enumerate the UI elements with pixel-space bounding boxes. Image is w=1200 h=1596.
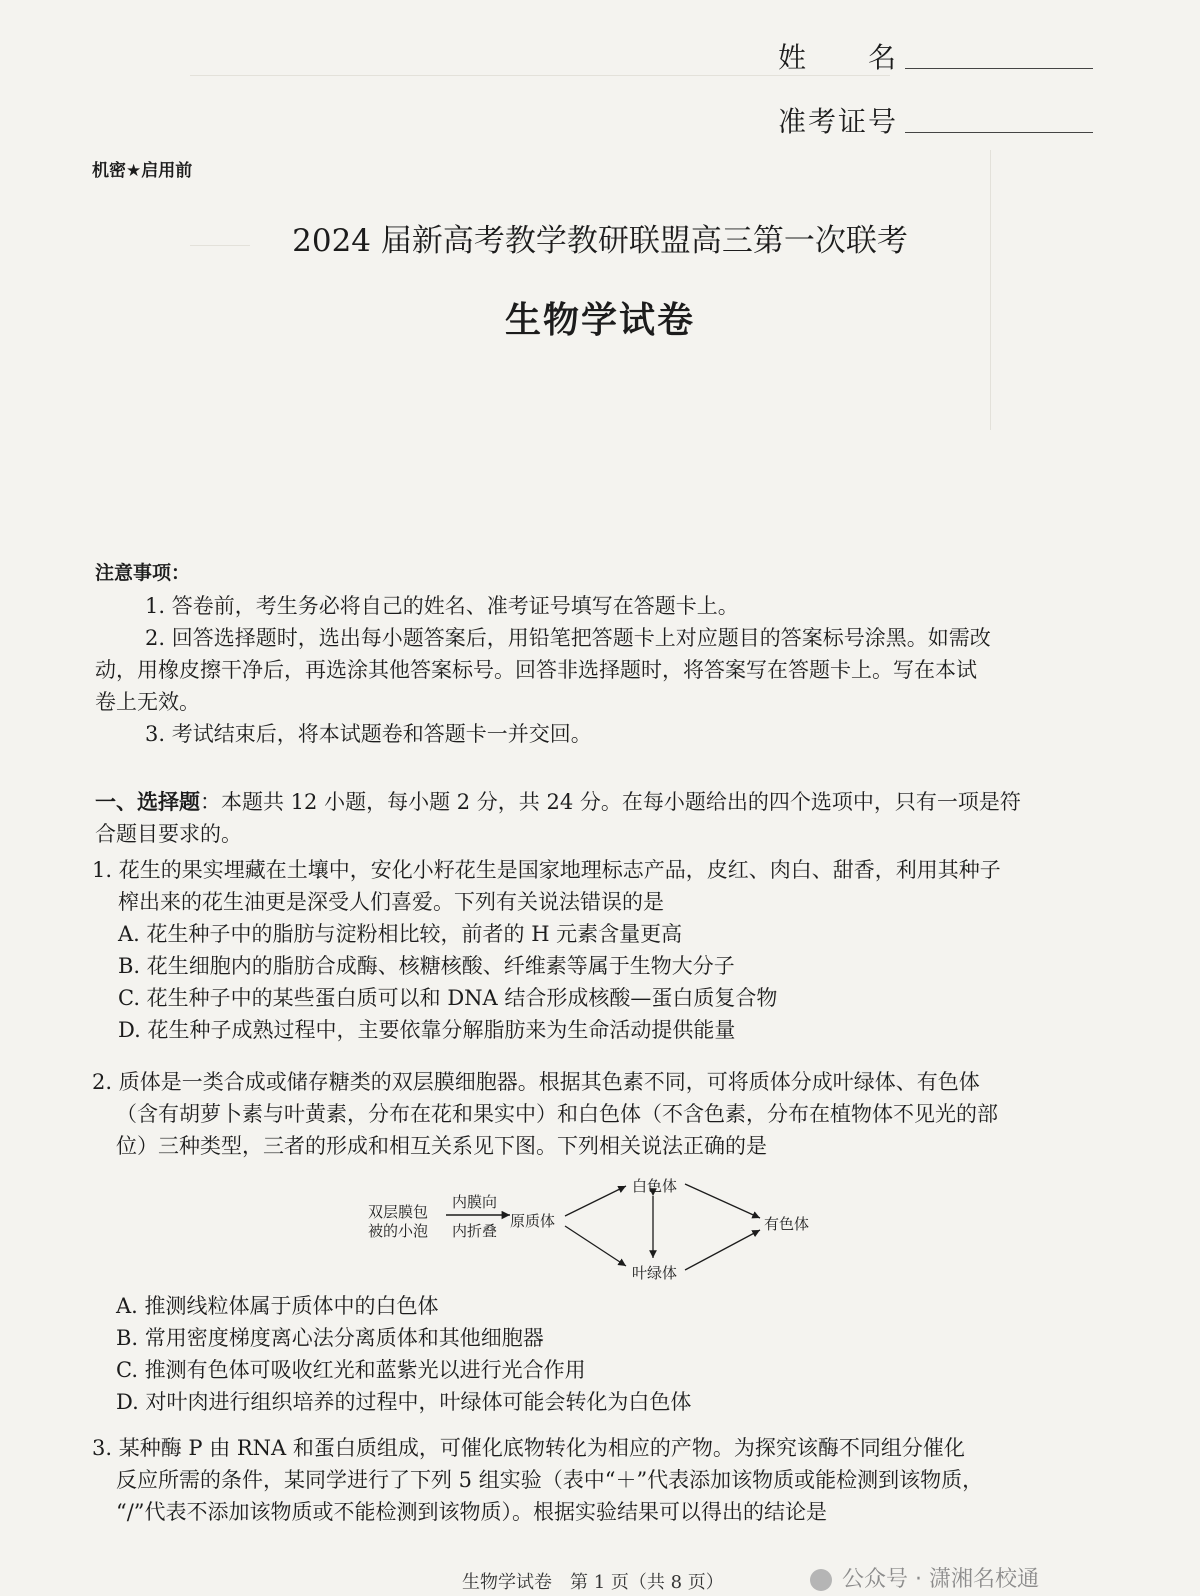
diagram-arrow-chloroplast-to-chromoplast: [685, 1230, 760, 1270]
question-2-options: [92, 1290, 1102, 1418]
watermark: [810, 1562, 1039, 1593]
q1-option-a: A. 花生种子中的脂肪与淀粉相比较，前者的 H 元素含量更高: [118, 922, 683, 946]
q2-stem-line-1: 2. 质体是一类合成或储存糖类的双层膜细胞器。根据其色素不同，可将质体分成叶绿体、有色体: [92, 1070, 980, 1094]
notice-list: [95, 590, 1100, 750]
q3-stem-line-3: “/”代表不添加该物质或不能检测到该物质）。根据实验结果可以得出的结论是: [116, 1500, 828, 1524]
question-2-stem: [92, 1066, 1102, 1162]
q1-option-d: D. 花生种子成熟过程中，主要依靠分解脂肪来为生命活动提供能量: [118, 1018, 736, 1042]
q3-stem-line-2: 反应所需的条件，某同学进行了下列 5 组实验（表中“＋”代表添加该物质或能检测到该物质，: [116, 1468, 984, 1492]
exam-title: 2024 届新高考教学教研联盟高三第一次联考: [292, 223, 908, 259]
diagram-chloroplast: 叶绿体: [632, 1264, 678, 1282]
exam-id-underline[interactable]: [905, 132, 1093, 133]
name-label: 姓 名: [778, 41, 899, 74]
wechat-icon: [810, 1569, 832, 1591]
q1-stem-line-2: 榨出来的花生油更是深受人们喜爱。下列有关说法错误的是: [118, 890, 664, 914]
exam-id-label: 准考证号: [778, 105, 899, 138]
diagram-leucoplast: 白色体: [632, 1177, 678, 1195]
q2-stem-line-3: 位）三种类型，三者的形成和相互关系见下图。下列相关说法正确的是: [116, 1134, 767, 1158]
q2-option-c: C. 推测有色体可吸收红光和蓝紫光以进行光合作用: [116, 1358, 586, 1382]
diagram-arrow-leucoplast-to-chromoplast: [685, 1184, 760, 1218]
diagram-arrow-label-bottom: 内折叠: [452, 1222, 498, 1240]
q2-option-d: D. 对叶肉进行组织培养的过程中，叶绿体可能会转化为白色体: [116, 1390, 692, 1414]
notice-item-3: 3. 考试结束后，将本试题卷和答题卡一并交回。: [145, 722, 592, 746]
q2-stem-line-2: （含有胡萝卜素与叶黄素，分布在花和果实中）和白色体（不含色素，分布在植物体不见光的部: [116, 1102, 998, 1126]
section-1-heading: 一、选择题: [95, 790, 200, 814]
subject-title: 生物学试卷: [504, 300, 695, 341]
section-1-desc-line-2: 合题目要求的。: [95, 822, 242, 846]
diagram-arrow-proplastid-to-leucoplast: [565, 1186, 626, 1216]
section-1-desc-line-1: ：本题共 12 小题，每小题 2 分，共 24 分。在每小题给出的四个选项中，只有一项是符: [200, 790, 1021, 814]
question-1: [92, 854, 1102, 1046]
diagram-source-line-2: 被的小泡: [368, 1222, 429, 1240]
plastid-relationship-diagram: [360, 1170, 840, 1285]
diagram-arrow-label-top: 内膜向: [452, 1193, 498, 1211]
q1-stem-line-1: 1. 花生的果实埋藏在土壤中，安化小籽花生是国家地理标志产品，皮红、肉白、甜香，利用其种子: [92, 858, 1001, 882]
diagram-proplastid: 原质体: [510, 1212, 556, 1230]
diagram-source-line-1: 双层膜包: [368, 1203, 429, 1221]
q1-option-c: C. 花生种子中的某些蛋白质可以和 DNA 结合形成核酸—蛋白质复合物: [118, 986, 778, 1010]
bleed-through-line: [990, 150, 991, 430]
question-3: [92, 1432, 1102, 1528]
section-1-intro: [95, 786, 1100, 850]
q2-option-b: B. 常用密度梯度离心法分离质体和其他细胞器: [116, 1326, 544, 1350]
q3-stem-line-1: 3. 某种酶 P 由 RNA 和蛋白质组成，可催化底物转化为相应的产物。为探究该酶不同组分催化: [92, 1436, 965, 1460]
q2-option-a: A. 推测线粒体属于质体中的白色体: [116, 1294, 439, 1318]
notice-item-2-line-3: 卷上无效。: [95, 690, 200, 714]
diagram-chromoplast: 有色体: [764, 1215, 810, 1233]
notice-item-2-line-2: 动，用橡皮擦干净后，再选涂其他答案标号。回答非选择题时，将答案写在答题卡上。写在本试: [95, 658, 977, 682]
diagram-arrow-proplastid-to-chloroplast: [565, 1226, 626, 1266]
notice-item-1: 1. 答卷前，考生务必将自己的姓名、准考证号填写在答题卡上。: [145, 594, 739, 618]
q1-option-b: B. 花生细胞内的脂肪合成酶、核糖核酸、纤维素等属于生物大分子: [118, 954, 735, 978]
notice-item-2-line-1: 2. 回答选择题时，选出每小题答案后，用铅笔把答题卡上对应题目的答案标号涂黑。如需改: [145, 626, 991, 650]
confidential-mark: 机密★启用前: [92, 161, 193, 181]
page-footer: 生物学试卷 第 1 页（共 8 页）: [462, 1572, 724, 1593]
name-underline[interactable]: [905, 68, 1093, 69]
watermark-text: 公众号 · 潇湘名校通: [842, 1567, 1039, 1592]
notice-heading: 注意事项：: [95, 562, 191, 584]
